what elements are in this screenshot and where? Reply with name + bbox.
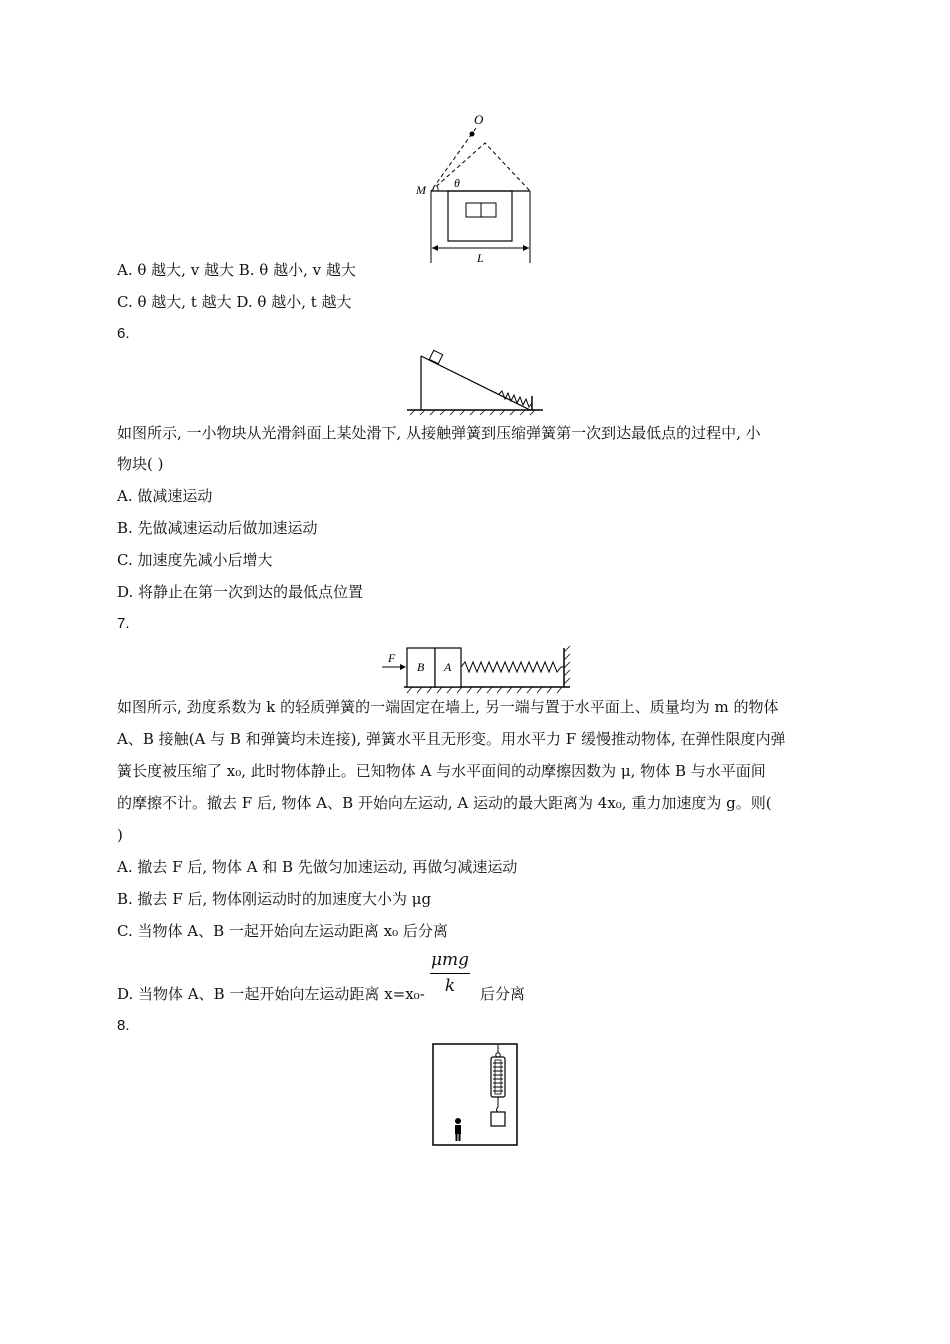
q7-stem-line2: A、B 接触(A 与 B 和弹簧均未连接), 弹簧水平且无形变。用水平力 F 缓慢推动物体, 在弹性限度内弹: [117, 730, 786, 748]
ball-icon: [470, 132, 475, 137]
q7-option-d-prefix: D. 当物体 A、B 一起开始向左运动距离 x=x₀-: [117, 985, 425, 1003]
q6-stem-line1: 如图所示, 一小物块从光滑斜面上某处滑下, 从接触弹簧到压缩弹簧第一次到达最低点的过程中, 小: [117, 424, 761, 442]
weight-block-icon: [491, 1112, 505, 1126]
fraction-bar: [430, 973, 470, 974]
label-M: M: [416, 183, 426, 197]
q6-option-a: A. 做减速运动: [117, 487, 213, 505]
label-theta: θ: [454, 176, 460, 190]
q7-option-c: C. 当物体 A、B 一起开始向左运动距离 x₀ 后分离: [117, 922, 448, 940]
blocks-spring-figure: [380, 640, 575, 695]
fraction-numerator: μmg: [430, 950, 470, 970]
q6-option-c: C. 加速度先减小后增大: [117, 551, 273, 569]
q7-option-a: A. 撤去 F 后, 物体 A 和 B 先做匀加速运动, 再做匀减速运动: [117, 858, 518, 876]
fraction-denominator: k: [444, 976, 456, 996]
incline-spring-figure: [405, 348, 545, 418]
q5-options-row1: A. θ 越大, v 越大 B. θ 越小, v 越大: [117, 261, 356, 279]
q7-stem-line5: ): [117, 826, 123, 844]
q5-options-row2: C. θ 越大, t 越大 D. θ 越小, t 越大: [117, 293, 352, 311]
q6-stem-line2: 物块( ): [117, 455, 164, 473]
q6-option-d: D. 将静止在第一次到达的最低点位置: [117, 583, 364, 601]
label-F: F: [388, 651, 396, 665]
label-O: O: [474, 112, 484, 127]
q6-number: 6.: [117, 325, 130, 342]
elevator-scale-figure: [432, 1043, 520, 1147]
house-projectile-figure: [410, 108, 560, 268]
q7-number: 7.: [117, 615, 130, 632]
q6-option-b: B. 先做减速运动后做加速运动: [117, 519, 318, 537]
q8-number: 8.: [117, 1017, 130, 1034]
label-B: B: [417, 660, 425, 674]
q7-option-b: B. 撤去 F 后, 物体刚运动时的加速度大小为 μg: [117, 890, 432, 908]
q7-option-d-suffix: 后分离: [480, 985, 526, 1003]
q7-stem-line1: 如图所示, 劲度系数为 k 的轻质弹簧的一端固定在墙上, 另一端与置于水平面上、质量均为 m 的物体: [117, 698, 779, 716]
q7-stem-line4: 的摩擦不计。撤去 F 后, 物体 A、B 开始向左运动, A 运动的最大距离为 4x₀, 重力加速度为 g。则(: [117, 794, 772, 812]
label-A: A: [444, 660, 452, 674]
q7-stem-line3: 簧长度被压缩了 x₀, 此时物体静止。已知物体 A 与水平面间的动摩擦因数为 μ, 物体 B 与水平面间: [117, 762, 766, 780]
label-L: L: [477, 251, 484, 265]
